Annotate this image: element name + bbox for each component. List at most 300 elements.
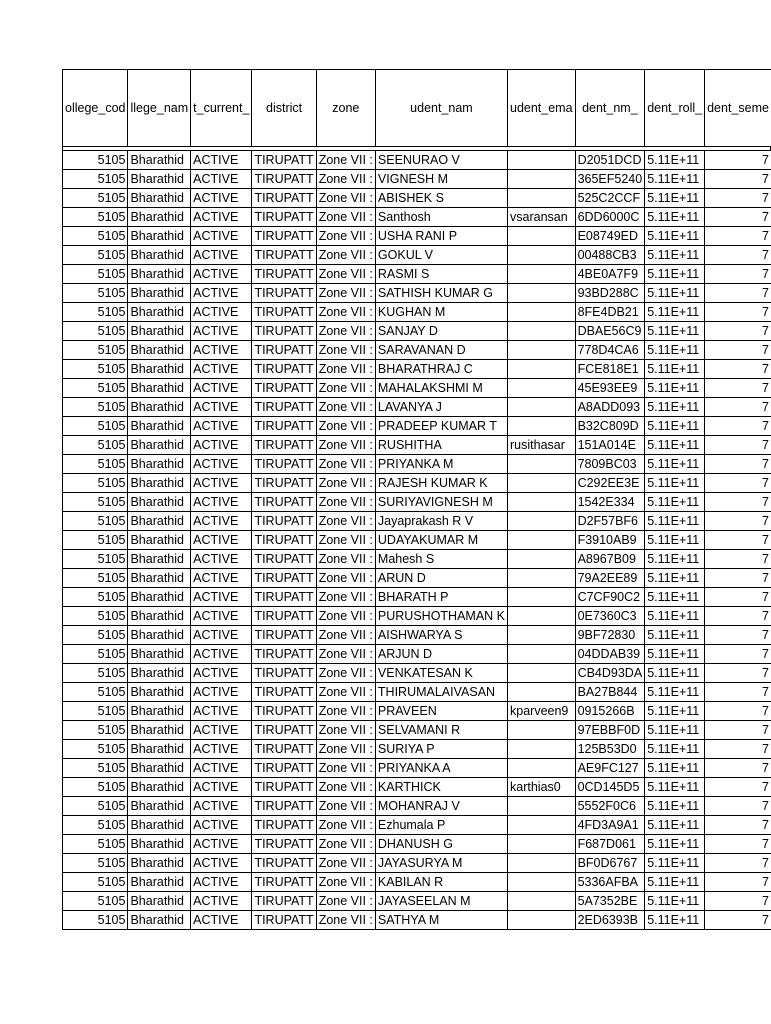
cell-college-name[interactable]: Bharathid (128, 588, 191, 607)
cell-student-roll[interactable]: 5.11E+11 (645, 265, 705, 284)
cell-student-nm-id[interactable]: E08749ED (575, 227, 645, 246)
cell-student-name[interactable]: SANJAY D (375, 322, 507, 341)
cell-district[interactable]: TIRUPATT (252, 512, 316, 531)
header-student-semester[interactable]: dent_seme (705, 70, 771, 147)
cell-student-email[interactable] (508, 474, 576, 493)
cell-student-name[interactable]: ABISHEK S (375, 189, 507, 208)
cell-college-name[interactable]: Bharathid (128, 740, 191, 759)
cell-student-nm-id[interactable]: A8ADD093 (575, 398, 645, 417)
cell-student-name[interactable]: Jayaprakash R V (375, 512, 507, 531)
cell-student-roll[interactable]: 5.11E+11 (645, 284, 705, 303)
cell-college-name[interactable]: Bharathid (128, 512, 191, 531)
cell-district[interactable]: TIRUPATT (252, 227, 316, 246)
cell-district[interactable]: TIRUPATT (252, 797, 316, 816)
header-student-roll[interactable]: dent_roll_ (645, 70, 705, 147)
cell-zone[interactable]: Zone VII : (316, 436, 375, 455)
cell-district[interactable]: TIRUPATT (252, 379, 316, 398)
cell-zone[interactable]: Zone VII : (316, 341, 375, 360)
cell-college-name[interactable]: Bharathid (128, 531, 191, 550)
cell-student-roll[interactable]: 5.11E+11 (645, 208, 705, 227)
cell-district[interactable]: TIRUPATT (252, 531, 316, 550)
cell-student-name[interactable]: MAHALAKSHMI M (375, 379, 507, 398)
cell-district[interactable]: TIRUPATT (252, 170, 316, 189)
cell-student-nm-id[interactable]: A8967B09 (575, 550, 645, 569)
cell-district[interactable]: TIRUPATT (252, 265, 316, 284)
cell-student-nm-id[interactable]: 6DD6000C (575, 208, 645, 227)
cell-college-name[interactable]: Bharathid (128, 493, 191, 512)
cell-student-roll[interactable]: 5.11E+11 (645, 721, 705, 740)
cell-student-semester[interactable]: 7 (705, 493, 771, 512)
cell-student-name[interactable]: SURIYA P (375, 740, 507, 759)
cell-student-semester[interactable]: 7 (705, 227, 771, 246)
cell-student-name[interactable]: Santhosh (375, 208, 507, 227)
cell-zone[interactable]: Zone VII : (316, 683, 375, 702)
cell-student-roll[interactable]: 5.11E+11 (645, 911, 705, 930)
cell-current-status[interactable]: ACTIVE (191, 531, 252, 550)
cell-student-name[interactable]: KABILAN R (375, 873, 507, 892)
cell-district[interactable]: TIRUPATT (252, 854, 316, 873)
cell-current-status[interactable]: ACTIVE (191, 303, 252, 322)
cell-college-name[interactable]: Bharathid (128, 246, 191, 265)
cell-student-nm-id[interactable]: BA27B844 (575, 683, 645, 702)
cell-student-semester[interactable]: 7 (705, 683, 771, 702)
header-district[interactable]: district (252, 70, 316, 147)
cell-college-code[interactable]: 5105 (63, 189, 128, 208)
cell-student-email[interactable] (508, 322, 576, 341)
cell-student-email[interactable] (508, 493, 576, 512)
cell-college-code[interactable]: 5105 (63, 550, 128, 569)
cell-current-status[interactable]: ACTIVE (191, 493, 252, 512)
cell-current-status[interactable]: ACTIVE (191, 854, 252, 873)
cell-district[interactable]: TIRUPATT (252, 607, 316, 626)
cell-student-roll[interactable]: 5.11E+11 (645, 379, 705, 398)
cell-district[interactable]: TIRUPATT (252, 550, 316, 569)
cell-student-email[interactable] (508, 607, 576, 626)
cell-student-roll[interactable]: 5.11E+11 (645, 455, 705, 474)
cell-student-roll[interactable]: 5.11E+11 (645, 246, 705, 265)
cell-student-name[interactable]: ARUN D (375, 569, 507, 588)
cell-student-name[interactable]: MOHANRAJ V (375, 797, 507, 816)
cell-college-name[interactable]: Bharathid (128, 208, 191, 227)
cell-student-email[interactable] (508, 227, 576, 246)
cell-college-name[interactable]: Bharathid (128, 474, 191, 493)
cell-district[interactable]: TIRUPATT (252, 189, 316, 208)
cell-current-status[interactable]: ACTIVE (191, 227, 252, 246)
cell-student-email[interactable]: kparveen9 (508, 702, 576, 721)
cell-student-name[interactable]: JAYASEELAN M (375, 892, 507, 911)
cell-student-roll[interactable]: 5.11E+11 (645, 873, 705, 892)
cell-student-roll[interactable]: 5.11E+11 (645, 816, 705, 835)
cell-current-status[interactable]: ACTIVE (191, 550, 252, 569)
cell-student-roll[interactable]: 5.11E+11 (645, 398, 705, 417)
cell-student-nm-id[interactable]: C7CF90C2 (575, 588, 645, 607)
cell-college-name[interactable]: Bharathid (128, 550, 191, 569)
cell-student-nm-id[interactable]: 5A7352BE (575, 892, 645, 911)
cell-college-code[interactable]: 5105 (63, 303, 128, 322)
cell-student-semester[interactable]: 7 (705, 360, 771, 379)
cell-student-email[interactable] (508, 398, 576, 417)
cell-zone[interactable]: Zone VII : (316, 151, 375, 170)
cell-college-code[interactable]: 5105 (63, 417, 128, 436)
cell-college-name[interactable]: Bharathid (128, 265, 191, 284)
cell-zone[interactable]: Zone VII : (316, 645, 375, 664)
cell-student-nm-id[interactable]: 151A014E (575, 436, 645, 455)
cell-college-code[interactable]: 5105 (63, 170, 128, 189)
cell-zone[interactable]: Zone VII : (316, 626, 375, 645)
cell-current-status[interactable]: ACTIVE (191, 170, 252, 189)
cell-zone[interactable]: Zone VII : (316, 702, 375, 721)
cell-student-email[interactable]: rusithasar (508, 436, 576, 455)
header-college-code[interactable]: ollege_cod (63, 70, 128, 147)
cell-college-code[interactable]: 5105 (63, 398, 128, 417)
cell-college-code[interactable]: 5105 (63, 702, 128, 721)
cell-college-code[interactable]: 5105 (63, 854, 128, 873)
cell-student-name[interactable]: Ezhumala P (375, 816, 507, 835)
cell-student-semester[interactable]: 7 (705, 892, 771, 911)
cell-college-name[interactable]: Bharathid (128, 683, 191, 702)
cell-student-email[interactable] (508, 189, 576, 208)
cell-district[interactable]: TIRUPATT (252, 303, 316, 322)
cell-student-email[interactable] (508, 740, 576, 759)
cell-zone[interactable]: Zone VII : (316, 493, 375, 512)
cell-district[interactable]: TIRUPATT (252, 208, 316, 227)
cell-student-email[interactable] (508, 569, 576, 588)
cell-student-semester[interactable]: 7 (705, 626, 771, 645)
cell-student-email[interactable]: vsaransan (508, 208, 576, 227)
cell-student-roll[interactable]: 5.11E+11 (645, 227, 705, 246)
cell-student-roll[interactable]: 5.11E+11 (645, 588, 705, 607)
cell-student-email[interactable] (508, 360, 576, 379)
cell-student-semester[interactable]: 7 (705, 379, 771, 398)
cell-student-name[interactable]: BHARATH P (375, 588, 507, 607)
cell-college-code[interactable]: 5105 (63, 341, 128, 360)
cell-student-semester[interactable]: 7 (705, 322, 771, 341)
cell-student-email[interactable] (508, 531, 576, 550)
cell-student-nm-id[interactable]: C292EE3E (575, 474, 645, 493)
cell-district[interactable]: TIRUPATT (252, 474, 316, 493)
cell-college-name[interactable]: Bharathid (128, 721, 191, 740)
cell-student-email[interactable]: karthias0 (508, 778, 576, 797)
cell-college-name[interactable]: Bharathid (128, 227, 191, 246)
header-student-nm-id[interactable]: dent_nm_ (575, 70, 645, 147)
cell-district[interactable]: TIRUPATT (252, 151, 316, 170)
cell-college-code[interactable]: 5105 (63, 151, 128, 170)
cell-college-code[interactable]: 5105 (63, 284, 128, 303)
cell-student-roll[interactable]: 5.11E+11 (645, 474, 705, 493)
cell-college-code[interactable]: 5105 (63, 436, 128, 455)
cell-current-status[interactable]: ACTIVE (191, 645, 252, 664)
cell-student-name[interactable]: VENKATESAN K (375, 664, 507, 683)
cell-student-semester[interactable]: 7 (705, 816, 771, 835)
header-student-email[interactable]: udent_ema (508, 70, 576, 147)
cell-student-email[interactable] (508, 303, 576, 322)
cell-student-name[interactable]: RASMI S (375, 265, 507, 284)
cell-zone[interactable]: Zone VII : (316, 550, 375, 569)
cell-student-roll[interactable]: 5.11E+11 (645, 664, 705, 683)
cell-student-name[interactable]: ARJUN D (375, 645, 507, 664)
cell-current-status[interactable]: ACTIVE (191, 816, 252, 835)
cell-student-nm-id[interactable]: 4BE0A7F9 (575, 265, 645, 284)
cell-student-roll[interactable]: 5.11E+11 (645, 493, 705, 512)
cell-district[interactable]: TIRUPATT (252, 721, 316, 740)
cell-student-email[interactable] (508, 797, 576, 816)
cell-college-name[interactable]: Bharathid (128, 436, 191, 455)
cell-college-code[interactable]: 5105 (63, 474, 128, 493)
cell-student-nm-id[interactable]: BF0D6767 (575, 854, 645, 873)
cell-zone[interactable]: Zone VII : (316, 816, 375, 835)
cell-student-roll[interactable]: 5.11E+11 (645, 892, 705, 911)
cell-college-code[interactable]: 5105 (63, 797, 128, 816)
cell-student-name[interactable]: GOKUL V (375, 246, 507, 265)
cell-current-status[interactable]: ACTIVE (191, 588, 252, 607)
cell-college-name[interactable]: Bharathid (128, 322, 191, 341)
cell-college-name[interactable]: Bharathid (128, 398, 191, 417)
cell-student-name[interactable]: SARAVANAN D (375, 341, 507, 360)
cell-student-semester[interactable]: 7 (705, 474, 771, 493)
cell-student-semester[interactable]: 7 (705, 797, 771, 816)
cell-student-name[interactable]: VIGNESH M (375, 170, 507, 189)
cell-college-code[interactable]: 5105 (63, 455, 128, 474)
cell-college-name[interactable]: Bharathid (128, 569, 191, 588)
cell-student-email[interactable] (508, 626, 576, 645)
cell-current-status[interactable]: ACTIVE (191, 341, 252, 360)
cell-student-nm-id[interactable]: 0915266B (575, 702, 645, 721)
cell-student-semester[interactable]: 7 (705, 721, 771, 740)
cell-district[interactable]: TIRUPATT (252, 892, 316, 911)
cell-zone[interactable]: Zone VII : (316, 835, 375, 854)
cell-student-semester[interactable]: 7 (705, 341, 771, 360)
cell-current-status[interactable]: ACTIVE (191, 873, 252, 892)
cell-college-name[interactable]: Bharathid (128, 341, 191, 360)
cell-student-nm-id[interactable]: 4FD3A9A1 (575, 816, 645, 835)
header-zone[interactable]: zone (316, 70, 375, 147)
cell-student-name[interactable]: KUGHAN M (375, 303, 507, 322)
cell-student-semester[interactable]: 7 (705, 759, 771, 778)
cell-student-nm-id[interactable]: D2051DCD (575, 151, 645, 170)
cell-district[interactable]: TIRUPATT (252, 911, 316, 930)
cell-student-nm-id[interactable]: 2ED6393B (575, 911, 645, 930)
cell-current-status[interactable]: ACTIVE (191, 208, 252, 227)
cell-zone[interactable]: Zone VII : (316, 531, 375, 550)
cell-student-roll[interactable]: 5.11E+11 (645, 322, 705, 341)
cell-college-code[interactable]: 5105 (63, 246, 128, 265)
cell-college-code[interactable]: 5105 (63, 835, 128, 854)
cell-district[interactable]: TIRUPATT (252, 664, 316, 683)
cell-student-name[interactable]: SURIYAVIGNESH M (375, 493, 507, 512)
cell-district[interactable]: TIRUPATT (252, 835, 316, 854)
cell-college-code[interactable]: 5105 (63, 208, 128, 227)
cell-zone[interactable]: Zone VII : (316, 455, 375, 474)
cell-college-code[interactable]: 5105 (63, 683, 128, 702)
cell-college-name[interactable]: Bharathid (128, 797, 191, 816)
cell-student-name[interactable]: Mahesh S (375, 550, 507, 569)
cell-student-semester[interactable]: 7 (705, 835, 771, 854)
cell-college-name[interactable]: Bharathid (128, 379, 191, 398)
cell-student-nm-id[interactable]: D2F57BF6 (575, 512, 645, 531)
cell-student-nm-id[interactable]: 365EF5240 (575, 170, 645, 189)
cell-current-status[interactable]: ACTIVE (191, 474, 252, 493)
cell-college-code[interactable]: 5105 (63, 360, 128, 379)
cell-district[interactable]: TIRUPATT (252, 436, 316, 455)
cell-student-name[interactable]: THIRUMALAIVASAN (375, 683, 507, 702)
cell-college-code[interactable]: 5105 (63, 531, 128, 550)
header-student-name[interactable]: udent_nam (375, 70, 507, 147)
cell-zone[interactable]: Zone VII : (316, 607, 375, 626)
cell-zone[interactable]: Zone VII : (316, 303, 375, 322)
cell-college-code[interactable]: 5105 (63, 569, 128, 588)
cell-student-name[interactable]: SELVAMANI R (375, 721, 507, 740)
cell-student-roll[interactable]: 5.11E+11 (645, 550, 705, 569)
cell-student-roll[interactable]: 5.11E+11 (645, 835, 705, 854)
cell-zone[interactable]: Zone VII : (316, 854, 375, 873)
cell-student-name[interactable]: RAJESH KUMAR K (375, 474, 507, 493)
cell-college-name[interactable]: Bharathid (128, 854, 191, 873)
cell-district[interactable]: TIRUPATT (252, 322, 316, 341)
cell-current-status[interactable]: ACTIVE (191, 626, 252, 645)
cell-student-email[interactable] (508, 645, 576, 664)
cell-student-name[interactable]: DHANUSH G (375, 835, 507, 854)
cell-student-name[interactable]: PURUSHOTHAMAN K (375, 607, 507, 626)
cell-student-roll[interactable]: 5.11E+11 (645, 569, 705, 588)
cell-student-roll[interactable]: 5.11E+11 (645, 645, 705, 664)
cell-student-nm-id[interactable]: 5336AFBA (575, 873, 645, 892)
cell-zone[interactable]: Zone VII : (316, 360, 375, 379)
cell-college-name[interactable]: Bharathid (128, 892, 191, 911)
cell-student-email[interactable] (508, 835, 576, 854)
cell-current-status[interactable]: ACTIVE (191, 151, 252, 170)
cell-student-roll[interactable]: 5.11E+11 (645, 512, 705, 531)
cell-college-code[interactable]: 5105 (63, 740, 128, 759)
cell-student-name[interactable]: PRIYANKA A (375, 759, 507, 778)
cell-student-semester[interactable]: 7 (705, 854, 771, 873)
cell-zone[interactable]: Zone VII : (316, 284, 375, 303)
cell-current-status[interactable]: ACTIVE (191, 835, 252, 854)
cell-current-status[interactable]: ACTIVE (191, 702, 252, 721)
cell-district[interactable]: TIRUPATT (252, 702, 316, 721)
cell-student-semester[interactable]: 7 (705, 208, 771, 227)
cell-student-email[interactable] (508, 246, 576, 265)
cell-college-code[interactable]: 5105 (63, 588, 128, 607)
cell-student-nm-id[interactable]: 778D4CA6 (575, 341, 645, 360)
cell-college-name[interactable]: Bharathid (128, 170, 191, 189)
cell-college-code[interactable]: 5105 (63, 626, 128, 645)
cell-student-roll[interactable]: 5.11E+11 (645, 683, 705, 702)
cell-district[interactable]: TIRUPATT (252, 493, 316, 512)
cell-student-semester[interactable]: 7 (705, 531, 771, 550)
cell-college-name[interactable]: Bharathid (128, 778, 191, 797)
cell-district[interactable]: TIRUPATT (252, 645, 316, 664)
cell-college-code[interactable]: 5105 (63, 379, 128, 398)
cell-student-email[interactable] (508, 417, 576, 436)
cell-college-name[interactable]: Bharathid (128, 303, 191, 322)
cell-student-email[interactable] (508, 721, 576, 740)
cell-student-name[interactable]: SATHYA M (375, 911, 507, 930)
cell-current-status[interactable]: ACTIVE (191, 721, 252, 740)
cell-student-semester[interactable]: 7 (705, 607, 771, 626)
cell-zone[interactable]: Zone VII : (316, 398, 375, 417)
cell-district[interactable]: TIRUPATT (252, 873, 316, 892)
cell-student-email[interactable] (508, 284, 576, 303)
cell-zone[interactable]: Zone VII : (316, 797, 375, 816)
cell-college-code[interactable]: 5105 (63, 873, 128, 892)
cell-student-roll[interactable]: 5.11E+11 (645, 151, 705, 170)
cell-current-status[interactable]: ACTIVE (191, 569, 252, 588)
cell-current-status[interactable]: ACTIVE (191, 455, 252, 474)
cell-college-name[interactable]: Bharathid (128, 702, 191, 721)
cell-college-name[interactable]: Bharathid (128, 759, 191, 778)
cell-zone[interactable]: Zone VII : (316, 721, 375, 740)
cell-current-status[interactable]: ACTIVE (191, 740, 252, 759)
cell-student-roll[interactable]: 5.11E+11 (645, 702, 705, 721)
cell-student-nm-id[interactable]: F3910AB9 (575, 531, 645, 550)
cell-zone[interactable]: Zone VII : (316, 892, 375, 911)
cell-college-code[interactable]: 5105 (63, 493, 128, 512)
cell-student-roll[interactable]: 5.11E+11 (645, 360, 705, 379)
cell-student-semester[interactable]: 7 (705, 170, 771, 189)
cell-zone[interactable]: Zone VII : (316, 246, 375, 265)
cell-student-nm-id[interactable]: F687D061 (575, 835, 645, 854)
cell-college-name[interactable]: Bharathid (128, 360, 191, 379)
cell-zone[interactable]: Zone VII : (316, 911, 375, 930)
cell-district[interactable]: TIRUPATT (252, 398, 316, 417)
cell-zone[interactable]: Zone VII : (316, 588, 375, 607)
cell-student-name[interactable]: LAVANYA J (375, 398, 507, 417)
cell-college-name[interactable]: Bharathid (128, 626, 191, 645)
cell-college-code[interactable]: 5105 (63, 512, 128, 531)
cell-college-code[interactable]: 5105 (63, 645, 128, 664)
cell-zone[interactable]: Zone VII : (316, 227, 375, 246)
cell-student-name[interactable]: SATHISH KUMAR G (375, 284, 507, 303)
cell-student-semester[interactable]: 7 (705, 778, 771, 797)
cell-college-name[interactable]: Bharathid (128, 664, 191, 683)
cell-student-nm-id[interactable]: FCE818E1 (575, 360, 645, 379)
cell-college-code[interactable]: 5105 (63, 816, 128, 835)
cell-student-email[interactable] (508, 170, 576, 189)
cell-student-email[interactable] (508, 892, 576, 911)
cell-student-roll[interactable]: 5.11E+11 (645, 436, 705, 455)
cell-student-email[interactable] (508, 265, 576, 284)
cell-student-email[interactable] (508, 759, 576, 778)
cell-zone[interactable]: Zone VII : (316, 189, 375, 208)
cell-college-name[interactable]: Bharathid (128, 151, 191, 170)
cell-student-nm-id[interactable]: 04DDAB39 (575, 645, 645, 664)
cell-student-name[interactable]: PRIYANKA M (375, 455, 507, 474)
cell-student-semester[interactable]: 7 (705, 740, 771, 759)
cell-college-name[interactable]: Bharathid (128, 455, 191, 474)
cell-student-semester[interactable]: 7 (705, 645, 771, 664)
cell-district[interactable]: TIRUPATT (252, 740, 316, 759)
cell-student-semester[interactable]: 7 (705, 151, 771, 170)
cell-current-status[interactable]: ACTIVE (191, 360, 252, 379)
cell-current-status[interactable]: ACTIVE (191, 892, 252, 911)
cell-college-name[interactable]: Bharathid (128, 835, 191, 854)
cell-college-code[interactable]: 5105 (63, 607, 128, 626)
cell-district[interactable]: TIRUPATT (252, 417, 316, 436)
cell-student-nm-id[interactable]: 1542E334 (575, 493, 645, 512)
cell-student-roll[interactable]: 5.11E+11 (645, 626, 705, 645)
cell-district[interactable]: TIRUPATT (252, 569, 316, 588)
cell-college-code[interactable]: 5105 (63, 911, 128, 930)
cell-student-name[interactable]: JAYASURYA M (375, 854, 507, 873)
cell-district[interactable]: TIRUPATT (252, 683, 316, 702)
cell-student-name[interactable]: USHA RANI P (375, 227, 507, 246)
cell-student-nm-id[interactable]: 5552F0C6 (575, 797, 645, 816)
cell-college-name[interactable]: Bharathid (128, 417, 191, 436)
cell-district[interactable]: TIRUPATT (252, 455, 316, 474)
cell-student-semester[interactable]: 7 (705, 455, 771, 474)
cell-current-status[interactable]: ACTIVE (191, 797, 252, 816)
cell-zone[interactable]: Zone VII : (316, 740, 375, 759)
